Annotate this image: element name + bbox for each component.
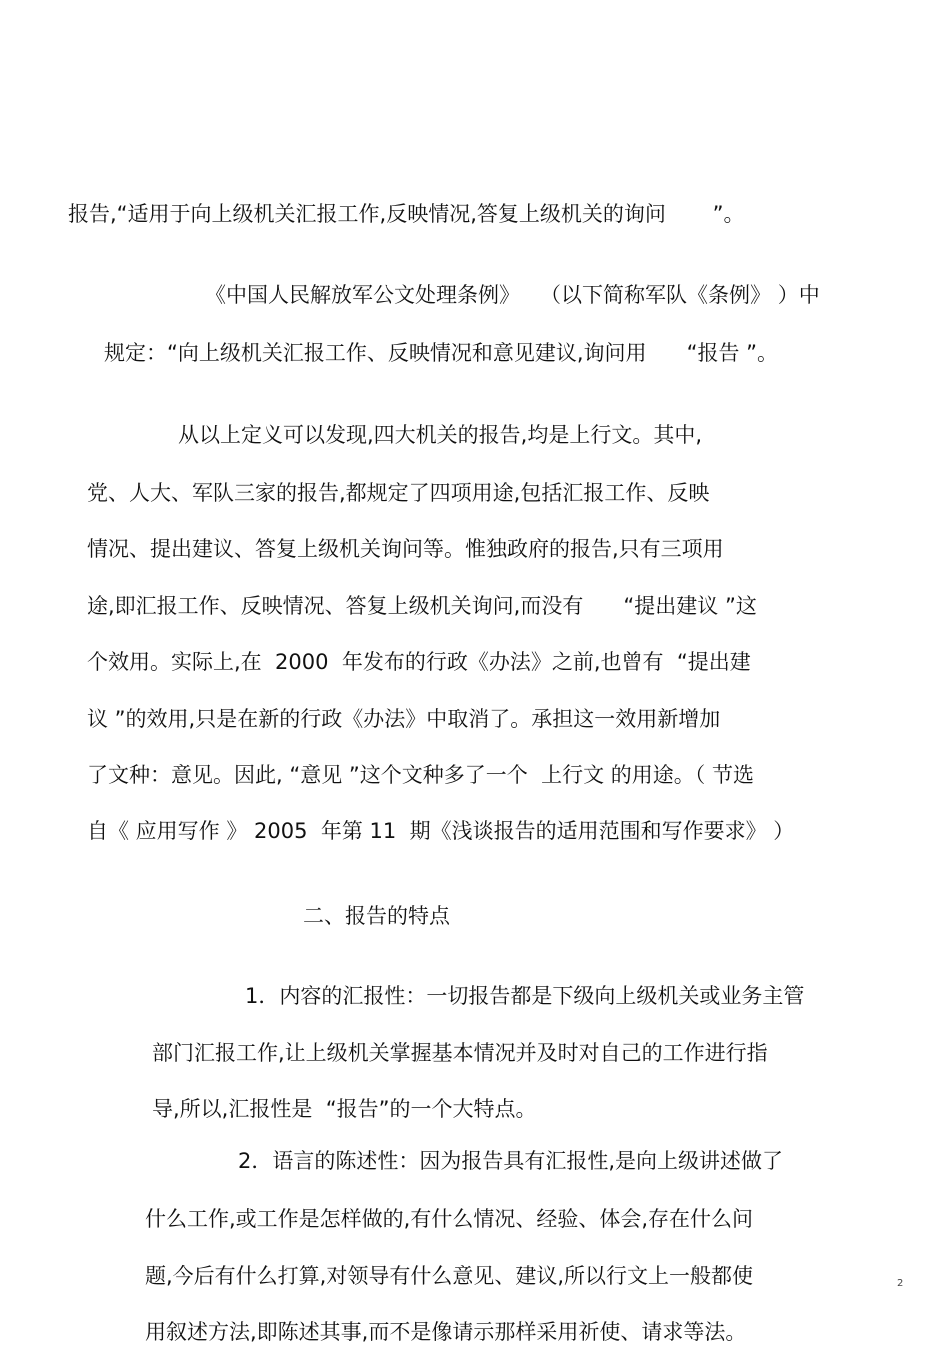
text-line: 从以上定义可以发现,四大机关的报告,均是上行文。其中, xyxy=(178,423,703,447)
text-line: 用叙述方法,即陈述其事,而不是像请示那样采用祈使、请求等法。 xyxy=(145,1320,747,1344)
text-line: 议 ”的效用,只是在新的行政《办法》中取消了。承担这一效用新增加 xyxy=(87,707,721,731)
text-line: 途,即汇报工作、反映情况、答复上级机关询问,而没有 “提出建议 ”这 xyxy=(87,594,757,618)
text-line: 导,所以,汇报性是 “报告”的一个大特点。 xyxy=(152,1097,537,1121)
text-line: 了文种：意见。因此, “意见 ”这个文种多了一个 上行文 的用途。（ 节选 xyxy=(87,763,754,787)
text-line: 党、人大、军队三家的报告,都规定了四项用途,包括汇报工作、反映 xyxy=(87,481,710,505)
text-line: 部门汇报工作,让上级机关掌握基本情况并及时对自己的工作进行指 xyxy=(152,1041,768,1065)
text-line: 《中国人民解放军公文处理条例》 （以下简称军队《条例》 ）中 xyxy=(205,283,820,307)
page-number: 2 xyxy=(897,1278,904,1289)
text-line: 什么工作,或工作是怎样做的,有什么情况、经验、体会,存在什么问 xyxy=(145,1207,754,1231)
text-line: 个效用。实际上,在 2000 年发布的行政《办法》之前,也曾有 “提出建 xyxy=(87,650,751,674)
text-line: 报告,“适用于向上级机关汇报工作,反映情况,答复上级机关的询问 ”。 xyxy=(68,202,745,226)
text-line: 2．语言的陈述性：因为报告具有汇报性,是向上级讲述做了 xyxy=(238,1149,784,1173)
text-line: 规定：“向上级机关汇报工作、反映情况和意见建议,询问用 “报告 ”。 xyxy=(104,341,779,365)
section-heading: 二、报告的特点 xyxy=(303,904,450,928)
text-line: 题,今后有什么打算,对领导有什么意见、建议,所以行文上一般都使 xyxy=(145,1264,754,1288)
text-line: 情况、提出建议、答复上级机关询问等。惟独政府的报告,只有三项用 xyxy=(87,537,724,561)
text-line: 1．内容的汇报性：一切报告都是下级向上级机关或业务主管 xyxy=(245,984,805,1008)
text-line: 自《 应用写作 》 2005 年第 11 期《浅谈报告的适用范围和写作要求》 ） xyxy=(87,819,795,843)
